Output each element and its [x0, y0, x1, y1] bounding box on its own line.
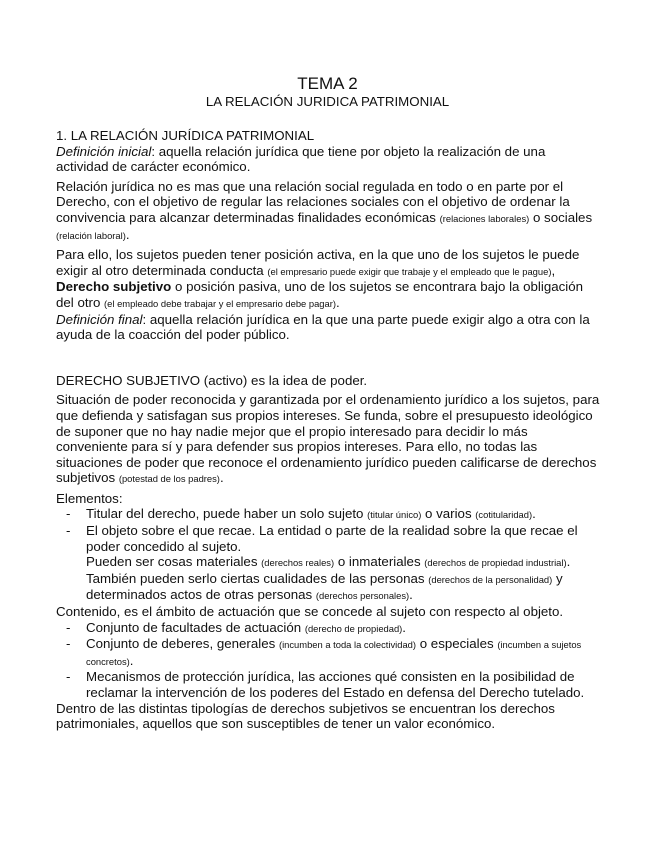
list-text: Conjunto de deberes, generales — [86, 636, 279, 652]
list-text: . — [566, 554, 571, 570]
list-item — [56, 669, 601, 700]
note: (el empresario puede exigir que trabaje y el empleado que le pague) — [267, 265, 552, 277]
paragraph-text: . — [125, 226, 130, 242]
list-text: Conjunto de facultades de actuación — [86, 619, 305, 635]
note: (derechos de la personalidad) — [428, 573, 553, 585]
document-body — [56, 128, 601, 732]
bold-term: Derecho subjetivo — [56, 279, 172, 295]
paragraph-text: . — [335, 294, 340, 310]
note: (incumben a sujetos concretos) — [86, 639, 582, 667]
paragraph-posicion — [56, 247, 601, 311]
list-text: . — [129, 652, 134, 668]
list-text: Titular del derecho, puede haber un solo sujeto — [86, 506, 368, 522]
contenido-list — [56, 620, 601, 701]
paragraph-text: Relación jurídica no es mas que una relación social regulada en todo o en parte por el Derecho, con el objetivo de regular las relaciones sociales con el objetivo de ordenar la convivencia para alcanzar determinadas finalidades económicas — [56, 178, 570, 225]
list-item — [56, 620, 601, 637]
contenido-paragraph: Contenido, es el ámbito de actuación que se concede al sujeto con respecto al objeto. — [56, 604, 564, 620]
paragraph-relacion-juridica — [56, 179, 601, 243]
final-paragraph: Dentro de las distintas tipologías de derechos subjetivos se encuentran los derechos patrimoniales, aquellos que son susceptibles de tener un valor económico. — [56, 700, 555, 732]
note: (derecho de propiedad) — [304, 622, 403, 634]
list-text: . — [532, 506, 536, 522]
paragraph-situacion-poder — [56, 392, 601, 487]
title-block — [0, 74, 655, 110]
list-text: o varios — [421, 506, 476, 522]
definition-final — [56, 312, 601, 343]
note: (cotitularidad) — [475, 509, 533, 521]
list-text: Pueden ser cosas materiales — [86, 554, 262, 570]
list-text: o especiales — [416, 636, 498, 652]
list-text: o inmateriales — [334, 554, 425, 570]
elements-list — [56, 506, 601, 554]
definition-final-text: : aquella relación jurídica en la que una parte puede exigir algo a otra con la ayuda de la coacción del poder público. — [56, 311, 590, 343]
list-text: También pueden serlo ciertas cualidades de las personas — [86, 570, 429, 586]
paragraph-text: o sociales — [529, 209, 593, 225]
note: (relaciones laborales) — [439, 212, 530, 224]
sub-paragraph — [56, 571, 601, 604]
paragraph-text: Situación de poder reconocida y garantizada por el ordenamiento jurídico a los sujetos, para que defienda y satisfagan sus propios intereses. Se funda, sobre el presupuesto ideológico de suponer que no hay nadie mejor que el propio interesado para decidir lo más conveniente para sí y para defender sus propios intereses. Para ello, no todas las situaciones de poder que reconoce el ordenamiento jurídico pueden calificarse de derechos subjetivos — [56, 392, 600, 486]
note: (el empleado debe trabajar y el empresario debe pagar) — [104, 297, 336, 309]
note: (derechos reales) — [261, 557, 335, 569]
note: (incumben a toda la colectividad) — [278, 639, 417, 651]
list-item — [56, 506, 601, 523]
note: (potestad de los padres) — [118, 473, 220, 485]
note: (derechos personales) — [315, 590, 410, 602]
list-item — [56, 636, 601, 669]
list-text: . — [409, 587, 413, 603]
note: (titular único) — [367, 509, 422, 521]
list-text: . — [402, 619, 406, 635]
list-text: El objeto sobre el que recae. La entidad o parte de la realidad sobre la que recae el poder concedido al sujeto. — [86, 523, 578, 554]
paragraph-text: o posición pasiva, uno de los sujetos se encontrara bajo la obligación del otro — [56, 279, 584, 310]
page-title: TEMA 2 — [297, 74, 358, 93]
paragraph-text: Para ello, los sujetos pueden tener posición activa, en la que uno de los sujetos le puede exigir al otro determinada conducta — [56, 247, 580, 278]
list-text: y determinados actos de otras personas — [86, 570, 563, 603]
section2-heading: DERECHO SUBJETIVO (activo) es la idea de poder. — [56, 372, 368, 388]
note: (derechos de propiedad industrial) — [424, 557, 567, 569]
page-subtitle: LA RELACIÓN JURIDICA PATRIMONIAL — [205, 94, 450, 109]
definition-initial-text: : aquella relación jurídica que tiene por objeto la realización de una actividad de carácter económico. — [56, 143, 546, 175]
paragraph-text: . — [219, 470, 224, 486]
paragraph-text: , — [551, 262, 556, 278]
elements-label: Elementos: — [56, 490, 123, 506]
section1-heading: 1. LA RELACIÓN JURÍDICA PATRIMONIAL — [56, 128, 315, 143]
list-item — [56, 523, 601, 554]
list-text: Mecanismos de protección jurídica, las acciones qué consisten en la posibilidad de reclamar la intervención de los poderes del Estado en defensa del Derecho tutelado. — [86, 669, 585, 700]
definition-final-label: Definición final — [56, 311, 143, 327]
sub-paragraph — [56, 554, 601, 571]
definition-initial-label: Definición inicial — [56, 143, 152, 159]
note: (relación laboral) — [56, 229, 126, 241]
definition-initial — [56, 144, 601, 175]
